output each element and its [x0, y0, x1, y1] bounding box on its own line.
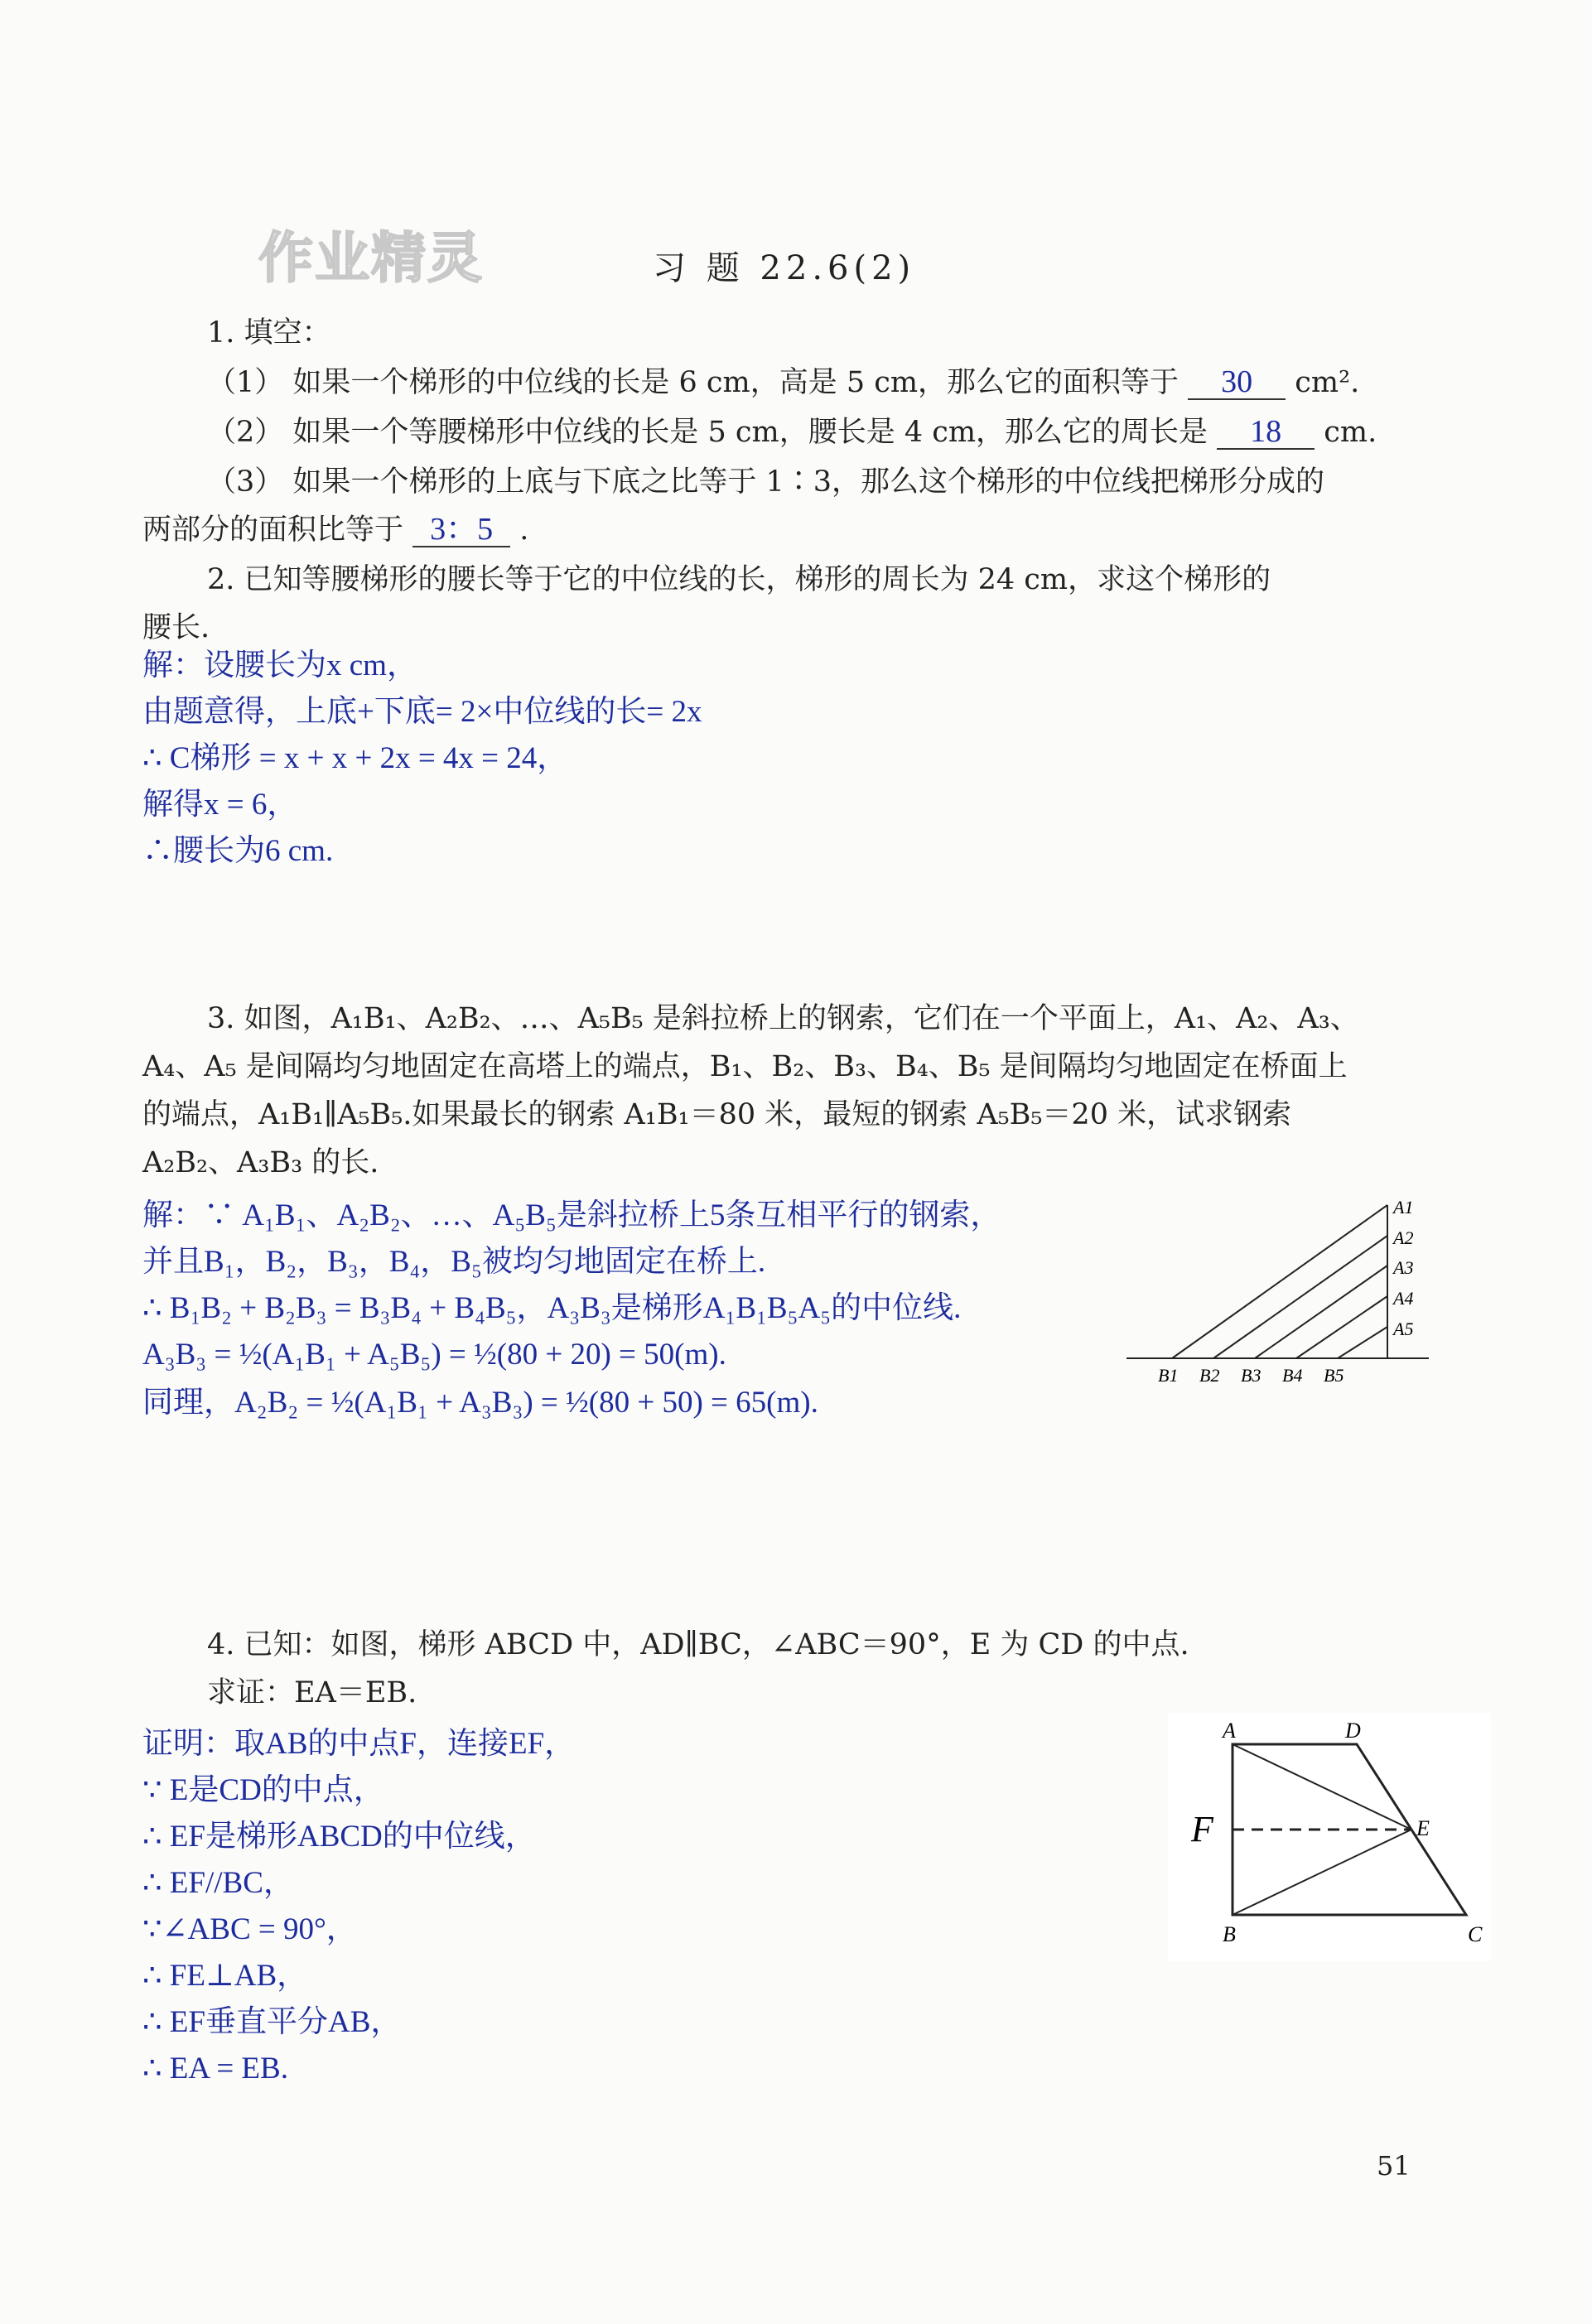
q3-solution-line: 同理，A₂B₂ = ½(A₁B₁ + A₃B₃) = ½(80 + 50) = 65(m). — [142, 1386, 818, 1420]
q2-line1: 2. 已知等腰梯形的腰长等于它的中位线的长，梯形的周长为 24 cm，求这个梯形的 — [207, 563, 1271, 596]
q1-part1 — [207, 364, 1359, 401]
q4-proof-line: ∴ FE⊥AB， — [142, 1959, 308, 1993]
label-c: C — [1468, 1922, 1483, 1946]
q1-part2-unit: cm. — [1324, 416, 1377, 449]
q3-line3: 的端点，A₁B₁∥A₅B₅.如果最长的钢索 A₁B₁＝80 米，最短的钢索 A₅B₅＝20 米，试求钢索 — [142, 1098, 1292, 1131]
q4-proof-line: ∵ E是CD的中点， — [142, 1773, 384, 1807]
label-f: F — [1191, 1809, 1213, 1849]
label-b3: B3 — [1241, 1365, 1262, 1386]
label-a: A — [1223, 1719, 1236, 1743]
section-title: 习 题 22.6(2) — [653, 249, 916, 287]
q3-line2: A₄、A₅ 是间隔均匀地固定在高塔上的端点，B₁、B₂、B₃、B₄、B₅ 是间隔均匀地固定在桥面上 — [142, 1050, 1348, 1083]
q4-proof-line: ∴ EF//BC， — [142, 1866, 294, 1900]
q4-proof-line: ∴ EF是梯形ABCD的中位线， — [142, 1820, 536, 1854]
q1-part3-answer: 3：5 — [412, 513, 510, 547]
q2-solution-line: ∴ C梯形 = x + x + 2x = 4x = 24， — [142, 741, 568, 775]
q1-part2 — [207, 414, 1377, 451]
q2-solution-line: 由题意得，上底+下底= 2×中位线的长= 2x — [142, 695, 702, 729]
cable-a2b2 — [1213, 1236, 1387, 1358]
bridge-figure — [1126, 1193, 1441, 1391]
trapezoid-figure — [1168, 1713, 1491, 1961]
figure-background — [1168, 1713, 1491, 1961]
cable-a4b4 — [1296, 1296, 1387, 1358]
cable-a1b1 — [1172, 1205, 1387, 1358]
q1-part2-text: （2） 如果一个等腰梯形中位线的长是 5 cm，腰长是 4 cm，那么它的周长是 — [207, 416, 1208, 449]
q2-solution-line: 解得x = 6， — [142, 788, 298, 822]
q4-proof-line: 证明：取AB的中点F，连接EF， — [142, 1727, 576, 1761]
label-b4: B4 — [1282, 1365, 1303, 1386]
q3-solution-line: A₃B₃ = ½(A₁B₁ + A₅B₅) = ½(80 + 20) = 50(m). — [142, 1338, 726, 1372]
cable-a3b3 — [1255, 1266, 1387, 1358]
q1-part3-line2 — [142, 512, 528, 548]
label-a4: A4 — [1393, 1288, 1414, 1309]
q1-part3-end: . — [519, 513, 529, 547]
q3-solution-line: 解：∵ A₁B₁、A₂B₂、…、A₅B₅是斜拉桥上5条互相平行的钢索， — [142, 1198, 1001, 1232]
q3-solution-line: 并且B₁，B₂，B₃，B₄，B₅被均匀地固定在桥上. — [142, 1245, 766, 1279]
label-a1: A1 — [1393, 1197, 1414, 1217]
watermark-logo: 作业精灵 — [258, 226, 484, 290]
q1-part1-text: （1） 如果一个梯形的中位线的长是 6 cm，高是 5 cm，那么它的面积等于 — [207, 366, 1180, 399]
q4-proof-line: ∴ EF垂直平分AB， — [142, 2005, 402, 2039]
q1-part3-line1: （3） 如果一个梯形的上底与下底之比等于 1∶3，那么这个梯形的中位线把梯形分成的 — [207, 465, 1325, 499]
q2-solution-line: 解：设腰长为x cm， — [142, 649, 417, 682]
q3-line1: 3. 如图，A₁B₁、A₂B₂、…、A₅B₅ 是斜拉桥上的钢索，它们在一个平面上，A₁、A₂、A₃、 — [207, 1002, 1359, 1035]
label-b: B — [1223, 1922, 1236, 1946]
q1-part2-answer: 18 — [1217, 415, 1315, 450]
q4-proof-line: ∴ EA = EB. — [142, 2052, 288, 2085]
q1-heading: 1. 填空： — [207, 316, 331, 350]
label-a3: A3 — [1393, 1257, 1414, 1278]
label-a5: A5 — [1393, 1319, 1414, 1339]
q4-line1: 4. 已知：如图，梯形 ABCD 中，AD∥BC，∠ABC＝90°，E 为 CD 的中点. — [207, 1628, 1189, 1661]
cable-a5b5 — [1338, 1327, 1387, 1358]
label-b2: B2 — [1199, 1365, 1220, 1386]
q3-solution-line: ∴ B₁B₂ + B₂B₃ = B₃B₄ + B₄B₅，A₃B₃是梯形A₁B₁B₅A₅的中位线. — [142, 1291, 962, 1325]
label-b5: B5 — [1324, 1365, 1344, 1386]
label-a2: A2 — [1393, 1227, 1414, 1248]
label-b1: B1 — [1158, 1365, 1179, 1386]
label-d: D — [1345, 1719, 1361, 1743]
q4-proof-line: ∵∠ABC = 90°， — [142, 1912, 357, 1946]
q2-solution-line: ∴腰长为6 cm. — [142, 834, 334, 868]
q2-line2: 腰长. — [142, 611, 210, 644]
q1-part3-text: 两部分的面积比等于 — [142, 513, 404, 547]
q3-line4: A₂B₂、A₃B₃ 的长. — [142, 1146, 379, 1179]
q1-part1-answer: 30 — [1188, 365, 1286, 400]
q4-line2: 求证：EA＝EB. — [207, 1676, 417, 1709]
q1-part1-unit: cm². — [1295, 366, 1360, 399]
page-number: 51 — [1377, 2150, 1411, 2182]
label-e: E — [1416, 1816, 1430, 1840]
